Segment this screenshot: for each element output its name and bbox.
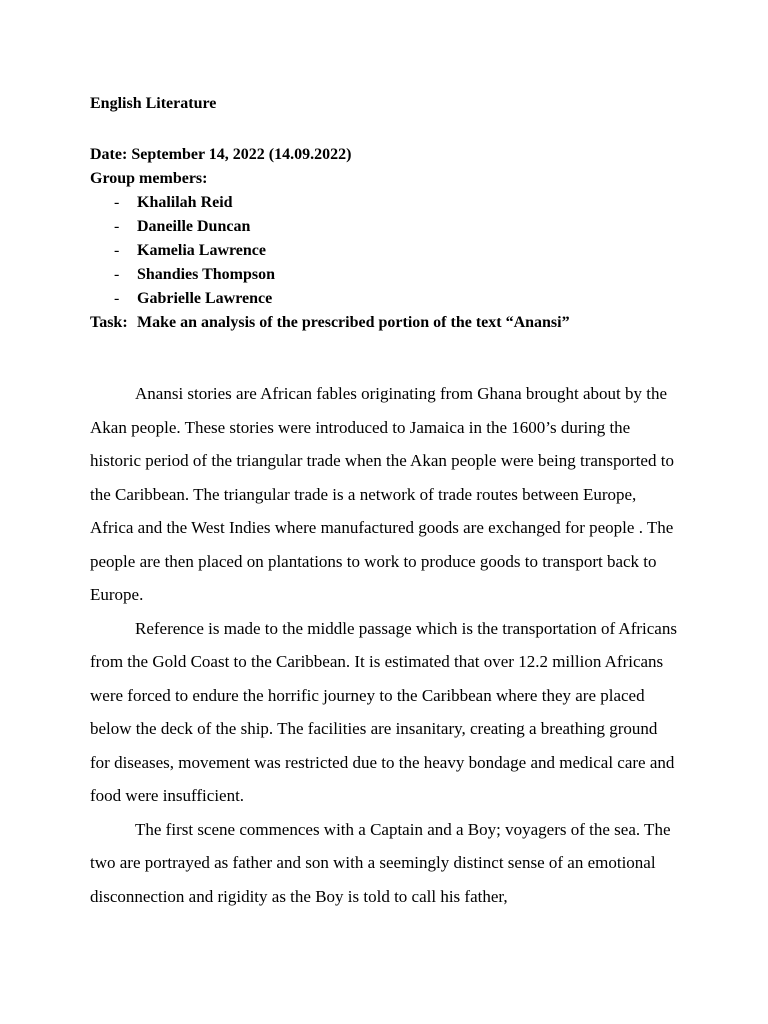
list-item [90,287,570,311]
member-name: Gabrielle Lawrence [137,290,273,307]
document-meta [90,143,570,335]
document-body [90,377,680,913]
list-item [90,191,570,215]
dash-bullet: - [114,290,120,307]
member-name: Shandies Thompson [137,266,275,283]
paragraph: Reference is made to the middle passage which is the transportation of Africans from the Gold Coast to the Caribbean. It is estimated that over 12.2 million Africans were forced to endure the horrific journey to the Caribbean where they are placed below the deck of the ship. The facilities are insanitary, creating a breathing ground for diseases, movement was restricted due to the heavy bondage and medical care and food were insufficient. [90,618,677,805]
date-line: Date: September 14, 2022 (14.09.2022) [90,146,352,163]
list-item [90,263,570,287]
task-text: Make an analysis of the prescribed portion of the text “Anansi” [137,314,570,331]
dash-bullet: - [114,218,120,235]
task-label: Task: [90,314,128,331]
member-name: Kamelia Lawrence [137,242,267,259]
dash-bullet: - [114,194,120,211]
task-line [90,311,570,335]
list-item [90,215,570,239]
document-title: English Literature [90,95,217,112]
group-members-label: Group members: [90,170,208,187]
member-name: Khalilah Reid [137,194,233,211]
dash-bullet: - [114,266,120,283]
group-members-list [90,191,570,311]
paragraph: The first scene commences with a Captain and a Boy; voyagers of the sea. The two are portrayed as father and son with a seemingly distinct sense of an emotional disconnection and rigidity as the Boy is told to call his father, [90,819,671,906]
paragraph: Anansi stories are African fables originating from Ghana brought about by the Akan people. These stories were introduced to Jamaica in the 1600’s during the historic period of the triangular trade when the Akan people were being transported to the Caribbean. The triangular trade is a network of trade routes between Europe, Africa and the West Indies where manufactured goods are exchanged for people . The people are then placed on plantations to work to produce goods to transport back to Europe. [90,384,674,604]
list-item [90,239,570,263]
dash-bullet: - [114,242,120,259]
member-name: Daneille Duncan [137,218,251,235]
